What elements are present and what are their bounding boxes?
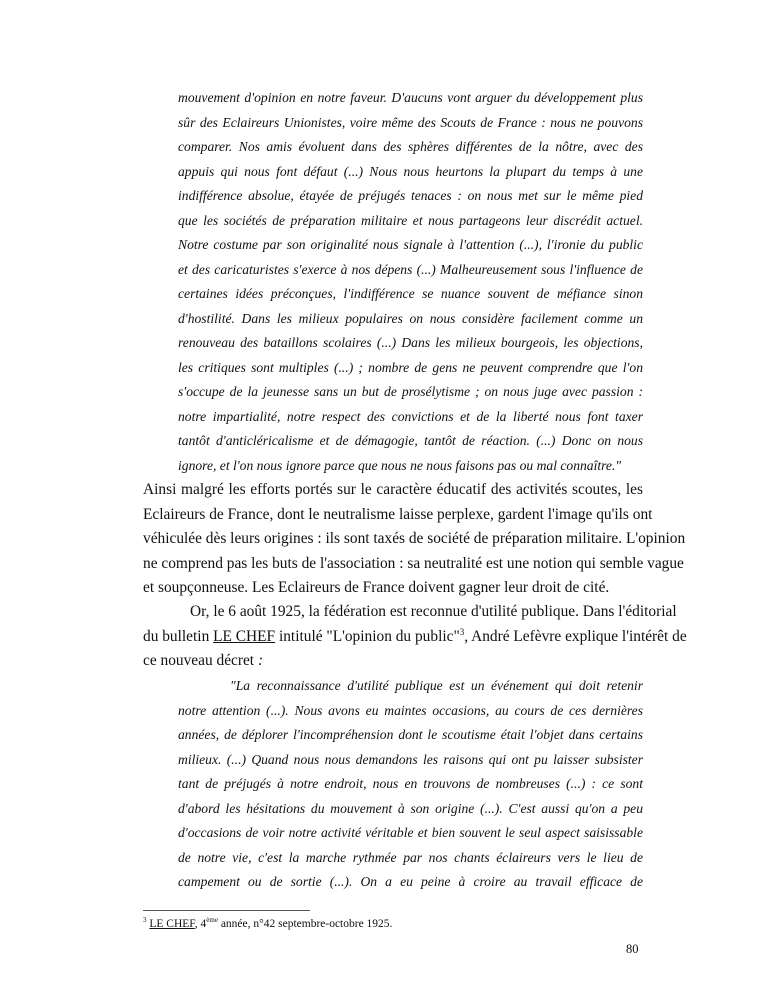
footnote-text: , 4 bbox=[194, 918, 207, 930]
quote-line: certaines idées préconçues, l'indifférence se nuance souvent de méfiance sinon bbox=[178, 286, 643, 301]
body-line: ne comprend pas les buts de l'association : sa neutralité est une notion qui semble vague bbox=[143, 554, 684, 572]
body-paragraph-2 bbox=[143, 600, 687, 674]
body-line bbox=[143, 649, 643, 674]
quote-line: de notre vie, c'est la marche rythmée par nos chants éclaireurs vers le lieu de bbox=[178, 849, 643, 865]
footnote-ordinal: ème bbox=[206, 916, 218, 925]
footnote-number: 3 bbox=[143, 916, 147, 925]
quote-line: renouveau des bataillons scolaires (...) Dans les milieux bourgeois, les objections, bbox=[178, 335, 643, 350]
footnote-separator bbox=[143, 910, 310, 911]
quote-line: notre impartialité, notre respect des convictions et de la liberté nous font taxer bbox=[178, 408, 643, 424]
line-text: du bulletin bbox=[143, 627, 214, 645]
body-paragraph-1 bbox=[143, 478, 686, 601]
body-line: Ainsi malgré les efforts portés sur le caractère éducatif des activités scoutes, les bbox=[143, 481, 643, 498]
footnote-publication-title: LE CHEF bbox=[149, 918, 195, 930]
footnote-reference[interactable]: 3 bbox=[459, 626, 465, 637]
footnote bbox=[143, 916, 392, 932]
quote-line: mouvement d'opinion en notre faveur. D'aucuns vont arguer du développement plus bbox=[178, 90, 643, 105]
quote-line: d'abord les hésitations du mouvement à son origine (...). C'est aussi qu'on a peu bbox=[178, 800, 643, 816]
block-quote-1 bbox=[178, 86, 643, 478]
publication-title: LE CHEF bbox=[213, 627, 276, 645]
quote-line: comparer. Nos amis évoluent dans des sphères différentes de la nôtre, avec des bbox=[178, 139, 643, 154]
quote-line: indifférence absolue, étayée de préjugés tenaces : on nous met sur le même pied bbox=[178, 188, 643, 203]
line-text: intitulé "L'opinion du public" bbox=[275, 627, 460, 645]
quote-line: sûr des Eclaireurs Unionistes, voire même des Scouts de France : nous ne pouvons bbox=[178, 114, 643, 130]
quote-line: les critiques sont multiples (...) ; nombre de gens ne peuvent comprendre que l'on bbox=[178, 359, 643, 375]
quote-line: campement ou de sortie (...). On a eu peine à croire au travail efficace de bbox=[178, 874, 643, 889]
body-line bbox=[143, 625, 687, 650]
quote-line: ignore, et l'on nous ignore parce que nous ne nous faisons pas ou mal connaître." bbox=[178, 457, 622, 473]
body-line: Eclaireurs de France, dont le neutralisme laisse perplexe, gardent l'image qu'ils ont bbox=[143, 505, 653, 523]
quote-line: tant de préjugés à notre endroit, nous en trouvons de nombreuses (...) : ce sont bbox=[178, 776, 643, 791]
body-line: et soupçonneuse. Les Eclaireurs de France doivent gagner leur droit de cité. bbox=[143, 579, 610, 596]
line-colon: : bbox=[257, 652, 264, 669]
block-quote-2 bbox=[178, 674, 643, 895]
line-text: ce nouveau décret bbox=[143, 652, 258, 669]
quote-line: notre attention (...). Nous avons eu maintes occasions, au cours de ces dernières bbox=[178, 702, 643, 718]
quote-line: que les sociétés de préparation militaire et nous partageons leur discrédit actuel. bbox=[178, 212, 643, 228]
body-line: Or, le 6 août 1925, la fédération est reconnue d'utilité publique. Dans l'éditorial bbox=[190, 603, 677, 620]
quote-line: s'occupe de la jeunesse sans un but de prosélytisme ; on nous juge avec passion : bbox=[178, 384, 643, 399]
quote-line: "La reconnaissance d'utilité publique est un événement qui doit retenir bbox=[230, 678, 643, 693]
quote-line: tantôt d'anticléricalisme et de démagogie, tantôt de réaction. (...) Donc on nous bbox=[178, 433, 643, 448]
quote-line: d'occasions de voir notre activité véritable et bien souvent le seul aspect saisissable bbox=[178, 825, 643, 840]
body-line: véhiculée dès leurs origines : ils sont taxés de société de préparation militaire. L'opinion bbox=[143, 530, 686, 547]
quote-line: milieux. (...) Quand nous nous demandons les raisons qui ont pu laisser subsister bbox=[178, 751, 643, 767]
quote-line: d'hostilité. Dans les milieux populaires on nous considère facilement comme un bbox=[178, 310, 643, 326]
quote-line: appuis qui nous font défaut (...) Nous nous heurtons la plupart du temps à une bbox=[178, 163, 643, 179]
page-number: 80 bbox=[626, 942, 639, 956]
footnote-text: année, n°42 septembre-octobre 1925. bbox=[217, 918, 393, 930]
line-text: , André Lefèvre explique l'intérêt de bbox=[464, 627, 687, 645]
quote-line: années, de déplorer l'incompréhension dont le scoutisme était l'objet dans certains bbox=[178, 727, 643, 742]
quote-line: et des caricaturistes s'exerce à nos dépens (...) Malheureusement sous l'influence de bbox=[178, 261, 643, 277]
quote-line: Notre costume par son originalité nous signale à l'attention (...), l'ironie du public bbox=[178, 237, 643, 252]
